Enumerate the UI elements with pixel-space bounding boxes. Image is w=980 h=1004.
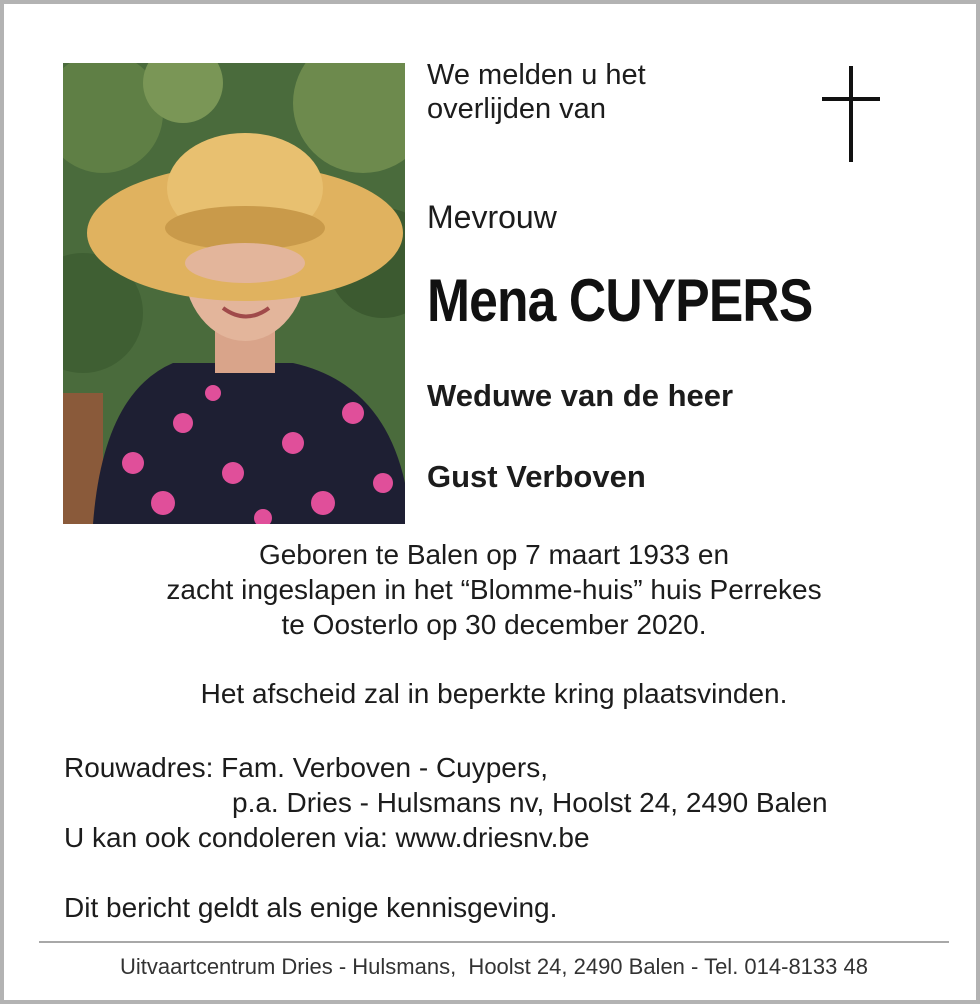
birth-line: zacht ingeslapen in het “Blomme-huis” huis Perrekes (166, 574, 822, 605)
official-notice: Dit bericht geldt als enige kennisgeving. (64, 892, 558, 923)
widow-line: Weduwe van de heer (427, 378, 734, 413)
birth-line: te Oosterlo op 30 december 2020. (281, 609, 707, 640)
farewell-note: Het afscheid zal in beperkte kring plaatsvinden. (200, 678, 788, 709)
latin-cross-icon (822, 66, 880, 162)
footer-divider (39, 941, 949, 943)
birth-death-details (4, 537, 980, 642)
honorific: Mevrouw (427, 199, 557, 235)
address-line: p.a. Dries - Hulsmans nv, Hoolst 24, 2490 Balen (232, 787, 828, 818)
intro-line: We melden u het (427, 59, 646, 91)
address-line: Rouwadres: Fam. Verboven - Cuypers, (64, 752, 548, 783)
condolence-line: U kan ook condoleren via: www.driesnv.be (64, 822, 590, 853)
husband-name: Gust Verboven (427, 459, 646, 494)
portrait-photo (63, 63, 405, 524)
birth-line: Geboren te Balen op 7 maart 1933 en (258, 539, 730, 570)
intro-text (427, 58, 646, 126)
deceased-name: Mena CUYPERS (427, 267, 813, 334)
mourning-address (64, 750, 828, 855)
funeral-home-footer: Uitvaartcentrum Dries - Hulsmans, Hoolst 24, 2490 Balen - Tel. 014-8133 48 (120, 954, 868, 979)
intro-line: overlijden van (427, 93, 606, 125)
